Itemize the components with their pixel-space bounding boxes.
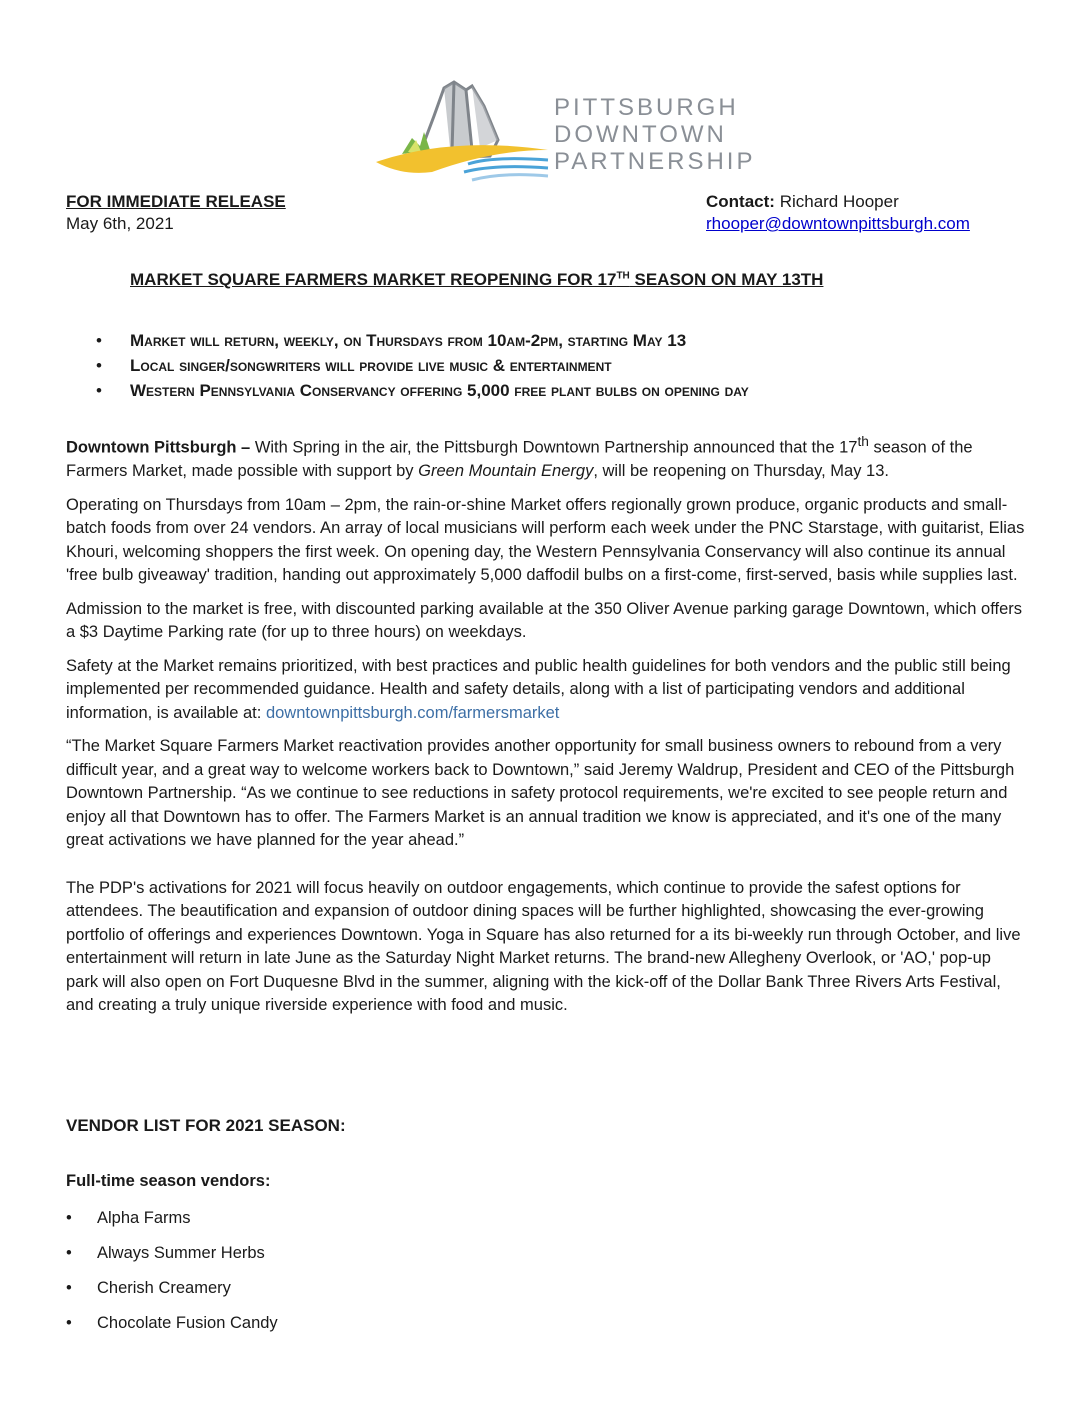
vendor-item: • Cherish Creamery <box>66 1276 278 1311</box>
paragraph-6: The PDP's activations for 2021 will focus heavily on outdoor engagements, which continue to provide the safest options for attendees. The beautification and expansion of outdoor dining spaces will be further highlighted, showcasing the ever-growing portfolio of offerings and experiences Downtown. Yoga in Square has also returned for a its bi-weekly run through October, and live entertainment will return in late June as the Saturday Night Market returns. The brand-new Allegheny Overlook, or 'AO,' pop-up park will also open on Fort Duquesne Blvd in the summer, aligning with the kick-off of the Dollar Bank Three Rivers Arts Festival, and creating a truly unique riverside experience with food and music. <box>66 878 1021 1014</box>
vendor-list-heading: VENDOR LIST FOR 2021 SEASON: <box>66 1116 346 1135</box>
p1-text-c: , will be reopening on Thursday, May 13. <box>593 462 889 480</box>
sponsor-name: Green Mountain Energy <box>418 462 594 480</box>
logo-line-1: PITTSBURGH <box>554 94 739 121</box>
paragraph-4 <box>66 655 1026 726</box>
p1-text-b: season of the Farmers Market, made possible with support by <box>66 438 973 480</box>
pdp-logo <box>372 76 756 186</box>
release-header <box>66 192 996 238</box>
contact-info <box>706 192 970 234</box>
bullet-item: • Local singer/songwriters will provide live music & entertainment <box>96 353 749 378</box>
headline <box>130 270 823 290</box>
farmers-market-link[interactable]: downtownpittsburgh.com/farmersmarket <box>265 703 560 722</box>
paragraph-2: Operating on Thursdays from 10am – 2pm, the rain-or-shine Market offers regionally grown produce, organic products and small-batch foods from over 24 vendors. An array of local musicians will perform each week under the PNC Starstage, with guitarist, Elias Khouri, welcoming shoppers the first week. On opening day, the Western Pennsylvania Conservancy will also continue its annual 'free bulb giveaway' tradition, handing out approximately 5,000 daffodil bulbs on a first-come, first-served, basis while supplies last. <box>66 495 1025 584</box>
release-date: May 6th, 2021 <box>66 214 174 233</box>
release-label: FOR IMMEDIATE RELEASE <box>66 192 286 211</box>
contact-email-link[interactable]: rhooper@downtownpittsburgh.com <box>706 214 970 233</box>
headline-part-2: SEASON ON MAY 13TH <box>629 270 824 289</box>
vendor-item: • Chocolate Fusion Candy <box>66 1311 278 1346</box>
contact-name: Richard Hooper <box>779 192 899 211</box>
contact-line <box>706 192 970 212</box>
vendor-item: • Alpha Farms <box>66 1206 278 1241</box>
vendor-item: • Always Summer Herbs <box>66 1241 278 1276</box>
skyline-logo-icon <box>372 76 562 186</box>
logo-line-2: DOWNTOWN <box>554 121 727 148</box>
release-info <box>66 192 286 234</box>
press-body <box>66 430 1026 1028</box>
fulltime-vendors-heading: Full-time season vendors: <box>66 1172 271 1190</box>
dateline: Downtown Pittsburgh – <box>66 438 251 457</box>
contact-label: Contact: <box>706 192 775 211</box>
headline-part-1: MARKET SQUARE FARMERS MARKET REOPENING FOR 17 <box>130 270 617 289</box>
headline-sup: TH <box>616 270 630 282</box>
p1-sup: th <box>857 434 869 449</box>
paragraph-1 <box>66 430 1026 484</box>
bullet-item: • Western Pennsylvania Conservancy offering 5,000 free plant bulbs on opening day <box>96 378 749 403</box>
bullet-item: • Market will return, weekly, on Thursdays from 10am-2pm, starting May 13 <box>96 328 749 353</box>
p4-text: Safety at the Market remains prioritized, with best practices and public health guidelines for both vendors and the public still being implemented per recommended guidance. Health and safety details, along with a list of participating vendors and additional information, is available at: <box>66 656 1011 722</box>
paragraph-5: “The Market Square Farmers Market reactivation provides another opportunity for small business owners to rebound from a very difficult year, and a great way to welcome workers back to Downtown,” said Jeremy Waldrup, President and CEO of the Pittsburgh Downtown Partnership. “As we continue to see reductions in safety protocol requirements, we're excited to see people return and enjoy all that Downtown has to offer. The Farmers Market is an annual tradition we know is appreciated, and it's one of the many great activations we have planned for the year ahead.” <box>66 737 1015 849</box>
spacer <box>66 863 1026 877</box>
highlight-bullets <box>96 328 749 403</box>
paragraph-3: Admission to the market is free, with discounted parking available at the 350 Oliver Avenue parking garage Downtown, which offers a $3 Daytime Parking rate (for up to three hours) on weekdays. <box>66 599 1023 641</box>
logo-line-3: PARTNERSHIP <box>554 148 756 175</box>
logo-wordmark <box>554 94 755 175</box>
vendor-list <box>66 1206 278 1346</box>
p1-text-a: With Spring in the air, the Pittsburgh Downtown Partnership announced that the 17 <box>250 438 858 457</box>
